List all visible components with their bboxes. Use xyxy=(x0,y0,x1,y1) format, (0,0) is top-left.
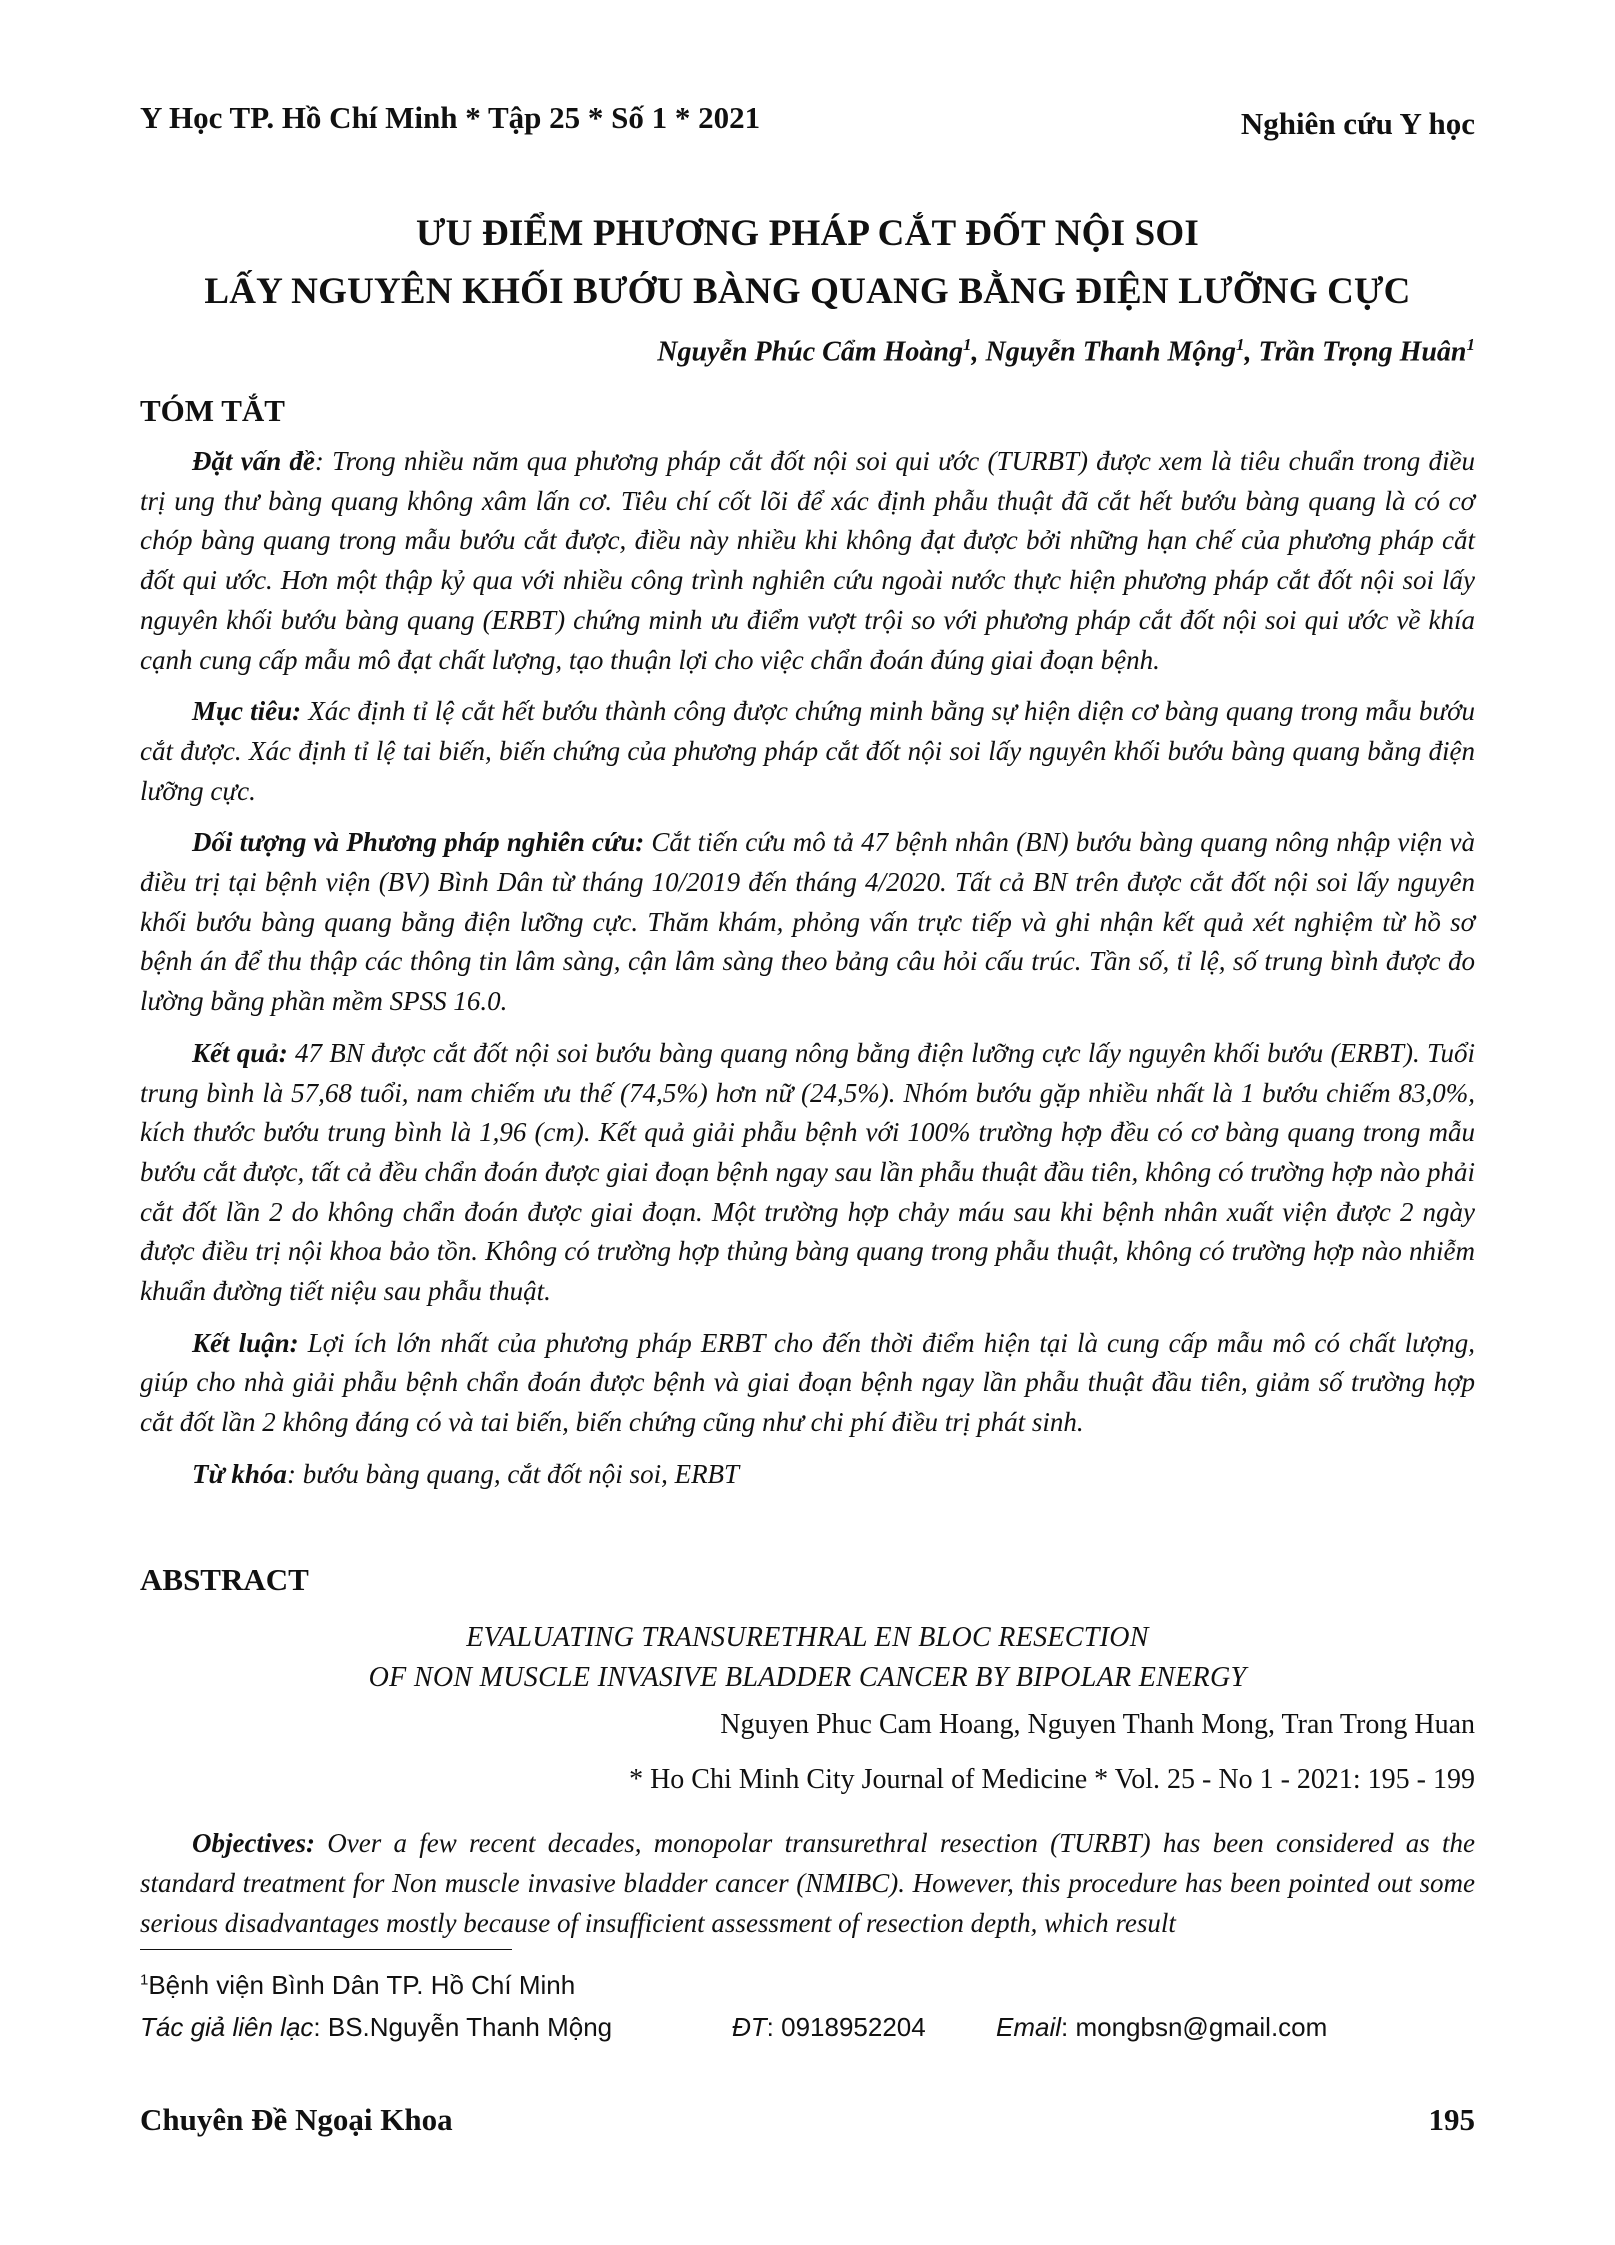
label-separator xyxy=(299,1328,308,1358)
author-list-vn: Nguyễn Phúc Cẩm Hoàng$^1$, Nguyễn Thanh Mộng$^1$, Trần Trọng Huân$^1$ xyxy=(657,335,1475,368)
contact-footnote xyxy=(140,2012,1340,2048)
running-header xyxy=(140,100,1475,150)
page-number: 195 xyxy=(1428,2102,1475,2137)
paragraph-background xyxy=(140,442,1475,680)
paragraph-text: Trong nhiều năm qua phương pháp cắt đốt nội soi qui ước (TURBT) được xem là tiêu chuẩn trong điều trị ung thư bàng quang không xâm lấn cơ. Tiêu chí cốt lõi để xác định phẫu thuật đã cắt hết bướu bàng quang là có cơ chóp bàng quang trong mẫu bướu cắt được, điều này nhiều khi không đạt được bởi những hạn chế của phương pháp cắt đốt qui ước. Hơn một thập kỷ qua với nhiều công trình nghiên cứu ngoài nước thực hiện phương pháp cắt đốt nội soi lấy nguyên khối bướu bàng quang (ERBT) chứng minh ưu điểm vượt trội so với phương pháp cắt đốt nội soi qui ước về khía cạnh cung cấp mẫu mô đạt chất lượng, tạo thuận lợi cho việc chẩn đoán đúng giai đoạn bệnh. xyxy=(140,446,1476,675)
abstract-heading: ABSTRACT xyxy=(140,1562,309,1597)
citation: * Ho Chi Minh City Journal of Medicine * Vol. 25 - No 1 - 2021: 195 - 199 xyxy=(629,1764,1475,1795)
paragraph-label: Dối tượng và Phương pháp nghiên cứu: xyxy=(192,827,645,858)
phone-value: : 0918952204 xyxy=(766,2012,926,2042)
affiliation-mark: 1 xyxy=(1236,335,1245,354)
paragraph-text: Cắt tiến cứu mô tả 47 bệnh nhân (BN) bướu bàng quang nông nhập viện và điều trị tại bệnh viện (BV) Bình Dân từ tháng 10/2019 đến tháng 4/2020. Tất cả BN trên được cắt đốt nội soi lấy nguyên khối bướu bàng quang bằng điện lưỡng cực. Thăm khám, phỏng vấn trực tiếp và ghi nhận kết quả xét nghiệm từ hồ sơ bệnh án để thu thập các thông tin lâm sàng, cận lâm sàng theo bảng câu hỏi cấu trúc. Tần số, tỉ lệ, số trung bình được đo lường bằng phần mềm SPSS 16.0. xyxy=(140,827,1476,1017)
paragraph-label: Objectives: xyxy=(192,1828,315,1858)
phone-label: ĐT xyxy=(732,2012,767,2042)
journal-header: Y Học TP. Hồ Chí Minh * Tập 25 * Số 1 * 2021 xyxy=(140,100,761,135)
affiliation-mark: 1 xyxy=(140,1971,149,1989)
english-title-line-1: EVALUATING TRANSURETHRAL EN BLOC RESECTION xyxy=(466,1622,1149,1653)
paragraph-text: Xác định tỉ lệ cắt hết bướu thành công được chứng minh bằng sự hiện diện cơ bàng quang trong mẫu bướu cắt được. Xác định tỉ lệ tai biến, biến chứng của phương pháp cắt đốt nội soi lấy nguyên khối bướu bàng quang bằng điện lưỡng cực. xyxy=(140,696,1475,806)
article-title xyxy=(140,205,1475,321)
footnote-divider xyxy=(140,1949,512,1950)
author-name: Nguyễn Thanh Mộng xyxy=(985,336,1236,368)
paragraph-text: bướu bàng quang, cắt đốt nội soi, ERBT xyxy=(302,1458,740,1489)
objectives-paragraph xyxy=(140,1823,1475,1943)
contact-value: : BS.Nguyễn Thanh Mộng xyxy=(313,2012,613,2042)
email-value: : mongbsn@gmail.com xyxy=(1061,2012,1328,2042)
author-name: Trần Trọng Huân xyxy=(1258,336,1467,368)
label-separator xyxy=(288,1038,295,1068)
paragraph-methods xyxy=(140,823,1475,1022)
tom-tat-heading: TÓM TẮT xyxy=(140,393,285,428)
english-title xyxy=(140,1618,1475,1698)
email-label: Email xyxy=(996,2012,1062,2042)
paragraph-text: Lợi ích lớn nhất của phương pháp ERBT cho đến thời điểm hiện tại là cung cấp mẫu mô có chất lượng, giúp cho nhà giải phẫu bệnh chẩn đoán được bệnh và giai đoạn bệnh ngay lần phẫu thuật đầu tiên, giảm số trường hợp cắt đốt lần 2 không đáng có và tai biến, biến chứng cũng như chi phí điều trị phát sinh. xyxy=(140,1327,1475,1438)
affiliation-footnote xyxy=(140,1970,575,2001)
paragraph-conclusion xyxy=(140,1324,1475,1443)
english-title-line-2: OF NON MUSCLE INVASIVE BLADDER CANCER BY BIPOLAR ENERGY xyxy=(368,1662,1247,1693)
paragraph-text: Over a few recent decades, monopolar transurethral resection (TURBT) has been considered as the standard treatment for Non muscle invasive bladder cancer (NMIBC). However, this procedure has been pointed out some serious disadvantages mostly because of insufficient assessment of resection depth, which result xyxy=(140,1828,1476,1938)
affiliation-text: Bệnh viện Bình Dân TP. Hồ Chí Minh xyxy=(148,1970,576,2000)
paragraph-results xyxy=(140,1034,1475,1312)
label-separator: : xyxy=(314,446,333,476)
paragraph-label: Đặt vấn đề xyxy=(192,446,315,476)
paragraph-label: Từ khóa xyxy=(192,1458,287,1489)
author-name: Nguyễn Phúc Cẩm Hoàng xyxy=(657,336,963,368)
paragraph-text: 47 BN được cắt đốt nội soi bướu bàng quang nông bằng điện lưỡng cực lấy nguyên khối bướu (ERBT). Tuổi trung bình là 57,68 tuổi, nam chiếm ưu thế (74,5%) hơn nữ (24,5%). Nhóm bướu gặp nhiều nhất là 1 bướu chiếm 83,0%, kích thước bướu trung bình là 1,96 (cm). Kết quả giải phẫu bệnh với 100% trường hợp đều có cơ bàng quang trong mẫu bướu cắt được, tất cả đều chẩn đoán được giai đoạn bệnh ngay sau lần phẫu thuật đầu tiên, không có trường hợp nào phải cắt đốt lần 2 do không chẩn đoán được giai đoạn. Một trường hợp chảy máu sau khi bệnh nhân xuất viện được 2 ngày được điều trị nội khoa bảo tồn. Không có trường hợp thủng bàng quang trong phẫu thuật, không có trường hợp nào nhiễm khuẩn đường tiết niệu sau phẫu thuật. xyxy=(140,1037,1476,1307)
footer-issue: Chuyên Đề Ngoại Khoa xyxy=(140,2102,453,2137)
title-line-2: LẤY NGUYÊN KHỐI BƯỚU BÀNG QUANG BẰNG ĐIỆN LƯỠNG CỰC xyxy=(204,271,1411,312)
author-list-en: Nguyen Phuc Cam Hoang, Nguyen Thanh Mong, Tran Trong Huan xyxy=(720,1709,1475,1740)
paragraph-label: Kết luận: xyxy=(192,1327,299,1358)
corresponding-author xyxy=(140,2012,612,2043)
section-header: Nghiên cứu Y học xyxy=(1240,106,1475,141)
contact-label: Tác giả liên lạc xyxy=(140,2012,314,2042)
paragraph-label: Mục tiêu: xyxy=(192,696,302,727)
email-address xyxy=(996,2012,1327,2043)
affiliation-mark: 1 xyxy=(1466,335,1475,354)
paragraph-objectives xyxy=(140,692,1475,811)
title-line-1: ƯU ĐIỂM PHƯƠNG PHÁP CẮT ĐỐT NỘI SOI xyxy=(415,213,1200,254)
paragraph-keywords xyxy=(140,1455,1475,1495)
phone-number xyxy=(732,2012,926,2043)
label-separator: : xyxy=(286,1458,303,1489)
paragraph-label: Kết quả: xyxy=(192,1037,288,1068)
abstract-vn xyxy=(140,442,1475,1507)
affiliation-mark: 1 xyxy=(962,335,972,354)
